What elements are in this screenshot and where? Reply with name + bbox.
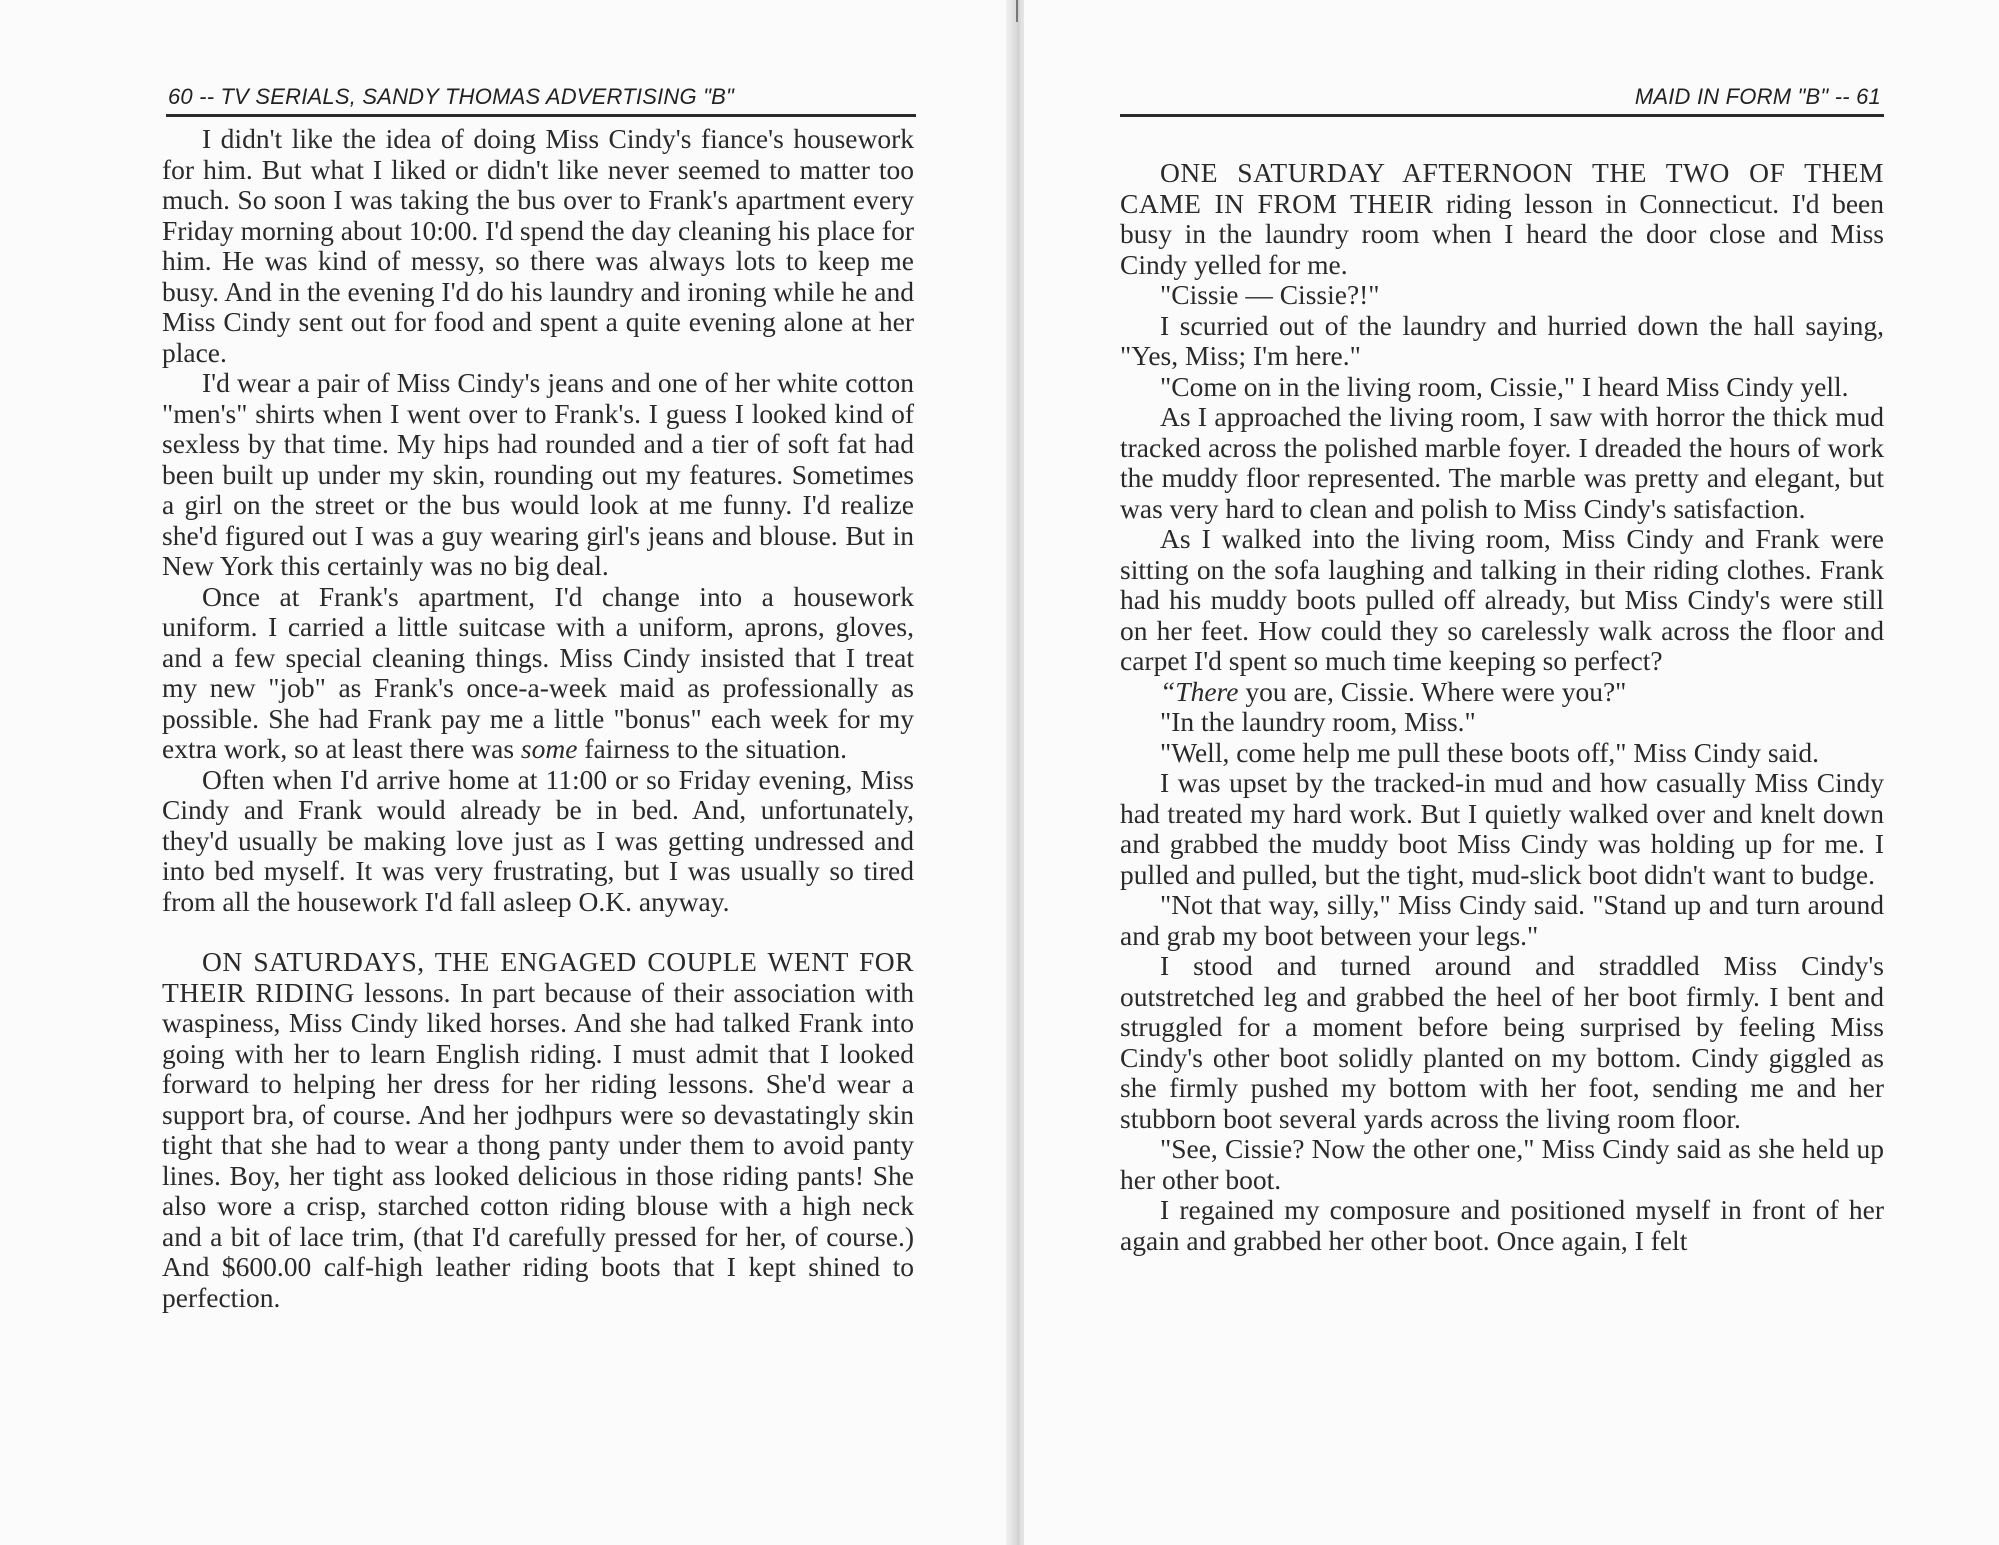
paragraph: "See, Cissie? Now the other one," Miss Cindy said as she held up her other boot. [1120, 1133, 1884, 1195]
opening-caps: ONE SATURDAY AFTERNOON THE TWO OF THEM CAME IN FROM THEIR [1120, 157, 1884, 219]
paragraph: I didn't like the idea of doing Miss Cindy's fiance's housework for him. But what I liked or didn't like never seemed to matter too much. So soon I was taking the bus over to Frank's apartment every Friday morning about 10:00. I'd spend the day cleaning his place for him. He was kind of messy, so there was always lots to keep me busy. And in the evening I'd do his laundry and ironing while he and Miss Cindy sent out for food and spent a quite evening alone at her place. [162, 123, 914, 368]
paragraph: "Come on in the living room, Cissie," I heard Miss Cindy yell. [1160, 370, 1849, 402]
emphasis-text: some [520, 733, 578, 764]
paragraph: Often when I'd arrive home at 11:00 or so Friday evening, Miss Cindy and Frank would already be in bed. And, unfortunately, they'd usually be making love just as I was getting undressed and into bed myself. It was very frustrating, but I was usually so tired from all the housework I'd fall asleep O.K. anyway. [162, 763, 914, 917]
paragraph: As I walked into the living room, Miss Cindy and Frank were sitting on the sofa laughing and talking in their riding clothes. Frank had his muddy boots pulled off already, but Miss Cindy's were still on her feet. How could they so carelessly walk across the floor and carpet I'd spent so much time keeping so perfect? [1120, 523, 1884, 676]
gutter-mark [1016, 0, 1018, 22]
paragraph-text: Once at Frank's apartment, I'd change into a housework uniform. I carried a little suitcase with a uniform, aprons, gloves, and a few special cleaning things. Miss Cindy insisted that I treat my new "job" as Frank's once-a-week maid as professionally as possible. She had Frank pay me a little "bonus" each week for my extra work, so at least there was [162, 580, 914, 764]
opening-paragraph [1120, 158, 1884, 280]
paragraph: "Cissie — Cissie?!" [1160, 279, 1380, 310]
paragraph: "Not that way, silly," Miss Cindy said. "Stand up and turn around and grab my boot between your legs." [1120, 889, 1884, 951]
right-header-rule [1120, 114, 1884, 117]
section-lead: lessons. [354, 976, 460, 1008]
paragraph: As I approached the living room, I saw with horror the thick mud tracked across the polished marble foyer. I dreaded the hours of work the muddy floor represented. The marble was pretty and elegant, but was very hard to clean and polish to Miss Cindy's satisfaction. [1120, 401, 1884, 524]
emphasis-text: “There [1160, 675, 1239, 707]
paragraph: I regained my composure and positioned myself in front of her again and grabbed her other boot. Once again, I felt [1120, 1194, 1884, 1256]
paragraph: I'd wear a pair of Miss Cindy's jeans and one of her white cotton "men's" shirts when I went over to Frank's. I guess I looked kind of sexless by that time. My hips had rounded and a tier of soft fat had been built up under my skin, rounding out my features. Sometimes a girl on the street or the bus would look at me funny. I'd realize she'd figured out I was a guy wearing girl's jeans and blouse. But in New York this certainly was no big deal. [162, 367, 914, 581]
right-page-header: MAID IN FORM "B" -- 61 [1634, 84, 1881, 109]
left-header-rule [166, 114, 916, 117]
paragraph: I stood and turned around and straddled Miss Cindy's outstretched leg and grabbed the heel of her boot firmly. I bent and struggled for a moment before being surprised by feeling Miss Cindy's other boot solidly planted on my bottom. Cindy giggled as she firmly pushed my bottom with her foot, sending me and her stubborn boot several yards across the living room floor. [1120, 950, 1884, 1134]
opening-rest: riding lesson in Connecticut. I'd been busy in the laundry room when I heard the door close and Miss Cindy yelled for me. [1120, 187, 1884, 280]
paragraph: I scurried out of the laundry and hurried down the hall saying, "Yes, Miss; I'm here." [1120, 309, 1884, 371]
paragraph: I was upset by the tracked-in mud and how casually Miss Cindy had treated my hard work. But I quietly walked over and knelt down and grabbed the muddy boot Miss Cindy was holding up for me. I pulled and pulled, but the tight, mud-slick boot didn't want to budge. [1120, 767, 1884, 890]
paragraph: "In the laundry room, Miss." [1160, 706, 1476, 737]
paragraph-text: In part because of their association with waspiness, Miss Cindy liked horses. And she had talked Frank into going with her to learn English riding. I must admit that I looked forward to helping her dress for her riding lessons. She'd wear a support bra, of course. And her jodhpurs were so devastatingly skin tight that she had to wear a thong panty under them to avoid panty lines. Boy, her tight ass looked delicious in those riding pants! She also wore a crisp, starched cotton riding blouse with a high neck and a bit of lace trim, (that I'd carefully pressed for her, of course.) And $600.00 calf-high leather riding boots that I kept shined to perfection. [162, 976, 914, 1313]
paragraph [1120, 677, 1884, 708]
left-page-header: 60 -- TV SERIALS, SANDY THOMAS ADVERTISING "B" [168, 84, 734, 109]
left-page-body [162, 124, 914, 1313]
paragraph-tail: fairness to the situation. [577, 733, 848, 764]
paragraph-tail: you are, Cissie. Where were you?" [1238, 675, 1627, 707]
section-paragraph [162, 947, 914, 1313]
right-page [1024, 0, 1999, 1545]
paragraph: "Well, come help me pull these boots off," Miss Cindy said. [1160, 736, 1820, 768]
right-page-body [1120, 158, 1884, 1256]
paragraph [162, 582, 914, 765]
section-caps: ON SATURDAYS, THE ENGAGED COUPLE WENT FOR THEIR RIDING [162, 946, 914, 1008]
section-break [162, 917, 914, 947]
